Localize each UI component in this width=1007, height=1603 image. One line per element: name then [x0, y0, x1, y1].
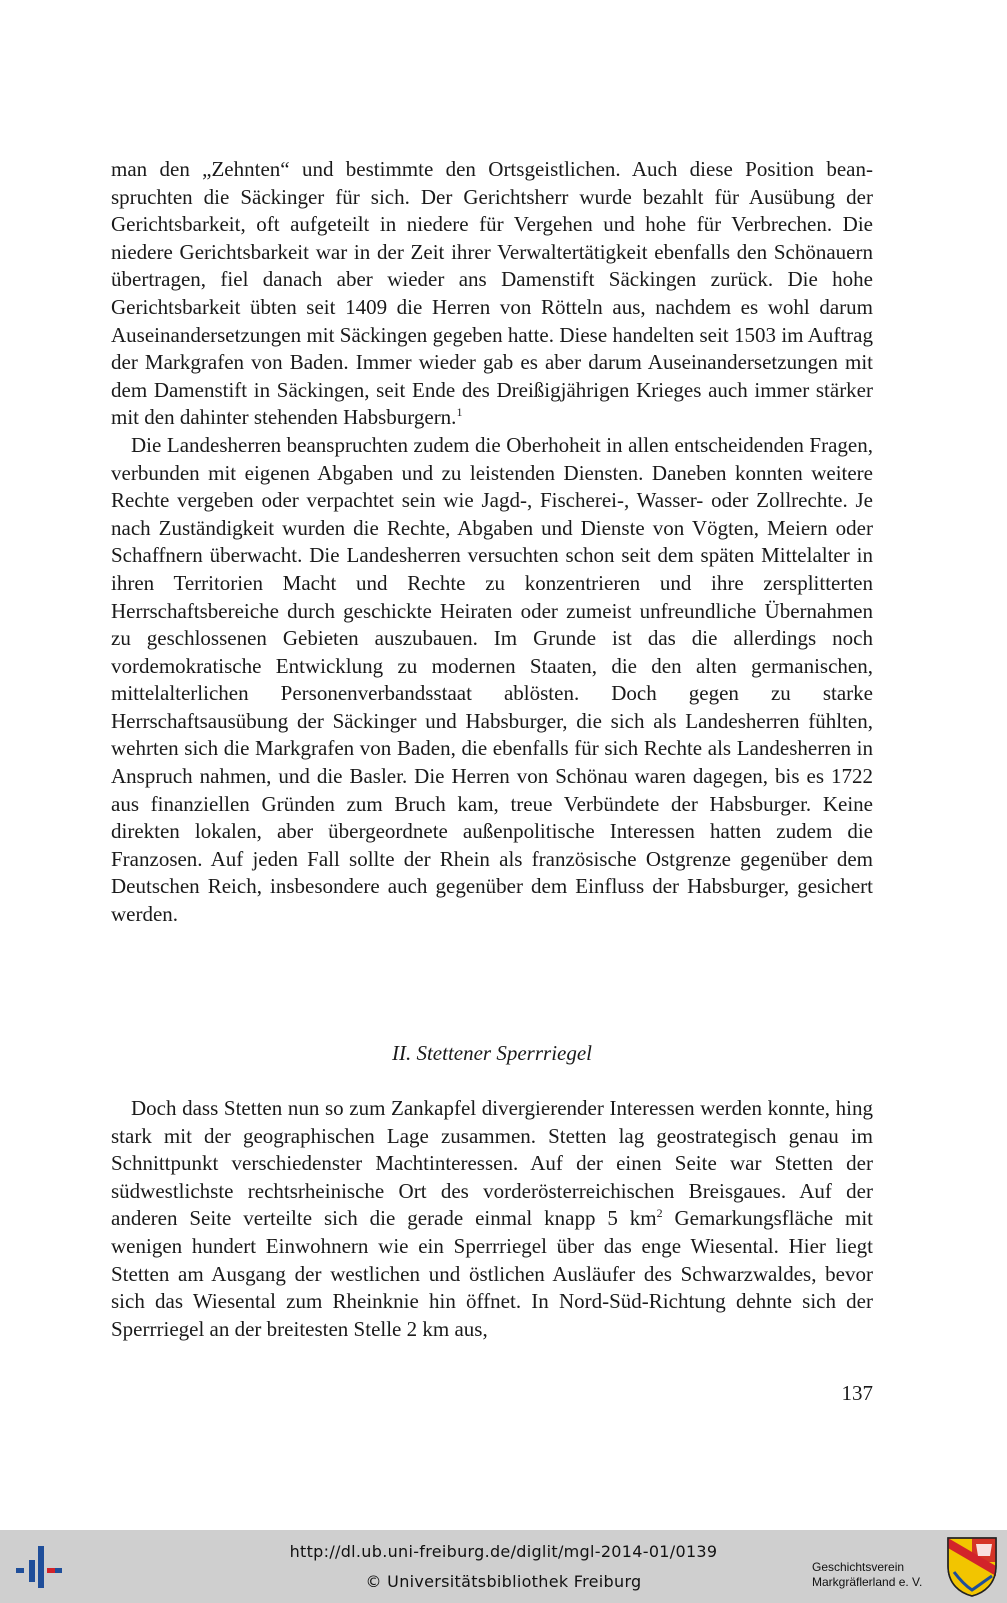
footer-bar [0, 1530, 1007, 1603]
body-text-lower [111, 1095, 873, 1343]
paragraph [111, 156, 873, 432]
footer-url-link[interactable]: http://dl.ub.uni-freiburg.de/diglit/mgl-2014-01/0139 [289, 1542, 718, 1561]
society-line-2: Markgräflerland e. V. [812, 1575, 923, 1589]
footnote-reference[interactable]: 1 [456, 405, 463, 420]
paragraph-text-continued: Gemarkungsfläche mit wenigen hundert Einwohnern wie ein Sperrriegel über das enge Wiesental. Hier liegt Stetten am Ausgang der westlichen und östlichen Ausläufer des Schwarzwaldes, bevor sich das Wiesental zum Rheinknie hin öffnet. In Nord-Süd-Richtung dehnte sich der Sperrriegel an der breitesten Stelle 2 km aus, [111, 1206, 873, 1341]
paragraph [111, 1095, 873, 1343]
paragraph: Die Landesherren beanspruchten zudem die Oberhoheit in allen entscheidenden Fragen, verbunden mit eigenen Abgaben und zu leistenden Diensten. Daneben konnten weitere Rechte vergeben oder verpachtet sein wie Jagd-, Fischerei-, Wasser- oder Zollrechte. Je nach Zuständigkeit wurden die Rechte, Abgaben und Dienste von Vögten, Meiern oder Schaffnern überwacht. Die Landesherren versuchten schon seit dem späten Mittelalter in ihren Territorien Macht und Rechte zu konzentrieren und ihre zersplitterten Herrschaftsbereiche durch geschickte Heiraten oder zumeist unfreundliche Übernahmen zu geschlossenen Gebieten auszubauen. Im Grunde ist das die allerdings noch vordemokratische Entwicklung zu modernen Staaten, die den alten germanischen, mittelalterlichen Personenverbandsstaat ablösten. Doch gegen zu starke Herrschaftsausübung der Säckinger und Habsburger, die sich als Landesherren fühlten, wehrten sich die Markgrafen von Baden, die ebenfalls für sich Rechte als Landesherren in Anspruch nahmen, und die Basler. Die Herren von Schönau waren dagegen, bis es 1722 aus finanziellen Gründen zum Bruch kam, treue Verbündete der Habsburger. Keine direkten lokalen, aber übergeordnete außenpolitische Interessen hatten zudem die Franzosen. Auf jeden Fall sollte der Rhein als französische Ostgrenze gegenüber dem Deutschen Reich, insbesondere auch gegenüber dem Einfluss der Habsburger, gesichert werden. [111, 432, 873, 927]
page-number: 137 [841, 1381, 873, 1405]
paragraph-text: man den „Zehnten“ und bestimmte den Ortsgeistlichen. Auch diese Position beanspruchten die Säckinger für sich. Der Gerichtsherr wurde bezahlt für Ausübung der Gerichtsbarkeit, oft aufgeteilt in niedere für Vergehen und hohe für Verbrechen. Die niedere Gerichtsbarkeit war in der Zeit ihrer Verwaltertätigkeit ebenfalls den Schönauern übertragen, fiel danach aber wieder ans Damenstift Säckingen zurück. Die hohe Gerichtsbarkeit übten seit 1409 die Herren von Rötteln aus, nachdem es wohl darum Auseinandersetzungen mit Säckingen gegeben hatte. Diese handelten seit 1503 im Auftrag der Markgrafen von Baden. Immer wieder gab es aber darum Auseinandersetzungen mit dem Damenstift in Säckingen, seit Ende des Dreißigjährigen Krieges auch immer stärker mit den dahinter stehenden Habsburgern. [111, 157, 873, 430]
society-line-1: Geschichtsverein [812, 1560, 905, 1574]
society-name [812, 1560, 922, 1590]
section-heading: II. Stettener Sperrriegel [391, 1041, 593, 1065]
coat-of-arms-icon[interactable] [946, 1536, 998, 1598]
paragraph-text: Doch dass Stetten nun so zum Zankapfel divergierender Interessen werden konnte, hing stark mit der geographischen Lage zusammen. Stetten lag geostrategisch genau im Schnittpunkt verschiedenster Machtinteressen. Auf der einen Seite war Stetten der südwestlichste rechtsrheinische Ort des vorderösterreichischen Breisgaues. Auf der anderen Seite verteilte sich die gerade einmal knapp 5 km [111, 1096, 873, 1231]
footer-copyright: © Universitätsbibliothek Freiburg [365, 1572, 642, 1591]
body-text-upper [111, 156, 873, 929]
superscript-two: 2 [656, 1206, 663, 1221]
